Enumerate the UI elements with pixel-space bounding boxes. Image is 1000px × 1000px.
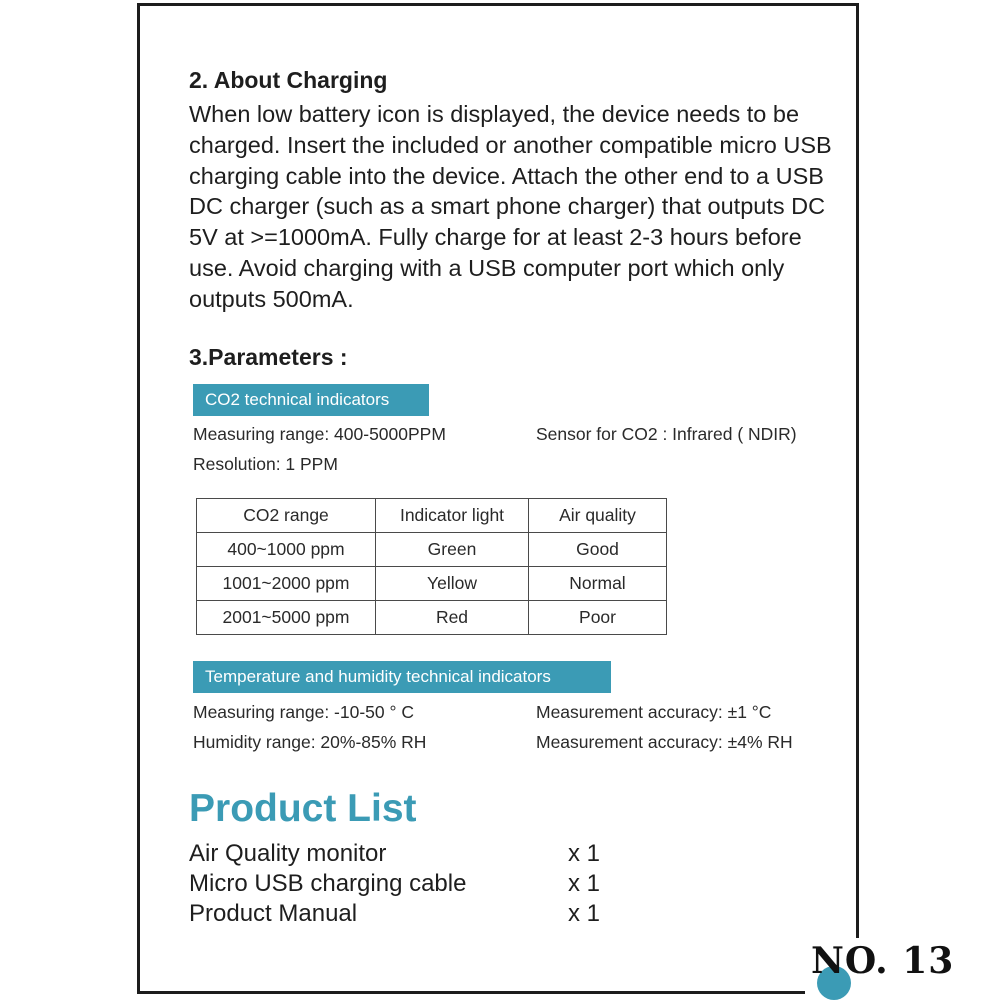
product-item-qty: x 1 xyxy=(568,870,601,897)
co2-sensor: Sensor for CO2 : Infrared ( NDIR) xyxy=(536,424,797,444)
page-number-label: NO. 13 xyxy=(811,940,955,982)
product-item-qty: x 1 xyxy=(568,840,601,867)
table-cell: Red xyxy=(376,601,529,635)
table-header-cell: Indicator light xyxy=(376,499,529,533)
product-list-title: Product List xyxy=(189,787,417,830)
table-cell: Poor xyxy=(529,601,667,635)
table-cell: 2001~5000 ppm xyxy=(197,601,376,635)
product-item-qty: x 1 xyxy=(568,900,601,927)
co2-range-table xyxy=(196,498,667,635)
charging-paragraph: When low battery icon is displayed, the device needs to be charged. Insert the included or another compatible micro USB charging cable into the device. Attach the other end to a USB DC charger (such as a smart phone charger) that outputs DC 5V at >=1000mA. Fully charge for at least 2-3 hours before use. Avoid charging with a USB computer port which only outputs 500mA. xyxy=(189,101,832,312)
table-header-row xyxy=(197,499,667,533)
product-item-name: Product Manual xyxy=(189,900,358,927)
co2-resolution: Resolution: 1 PPM xyxy=(193,454,338,474)
table-row xyxy=(197,601,667,635)
product-item-name: Micro USB charging cable xyxy=(189,870,467,897)
humidity-accuracy: Measurement accuracy: ±4% RH xyxy=(536,732,793,752)
table-cell: Green xyxy=(376,533,529,567)
table-cell: 1001~2000 ppm xyxy=(197,567,376,601)
table-header-cell: CO2 range xyxy=(197,499,376,533)
table-cell: Yellow xyxy=(376,567,529,601)
temp-humidity-banner: Temperature and humidity technical indicators xyxy=(193,661,611,693)
table-cell: Good xyxy=(529,533,667,567)
temp-accuracy: Measurement accuracy: ±1 °C xyxy=(536,702,772,722)
humidity-range: Humidity range: 20%-85% RH xyxy=(193,732,427,752)
page-number-badge xyxy=(805,938,965,996)
product-item-name: Air Quality monitor xyxy=(189,840,387,867)
table-row xyxy=(197,533,667,567)
table-cell: Normal xyxy=(529,567,667,601)
temp-measuring-range: Measuring range: -10-50 ° C xyxy=(193,702,414,722)
co2-measuring-range: Measuring range: 400-5000PPM xyxy=(193,424,446,444)
co2-indicators-banner: CO2 technical indicators xyxy=(193,384,429,416)
parameters-heading: 3.Parameters : xyxy=(189,344,348,370)
table-row xyxy=(197,567,667,601)
table-cell: 400~1000 ppm xyxy=(197,533,376,567)
table-header-cell: Air quality xyxy=(529,499,667,533)
charging-heading: 2. About Charging xyxy=(189,67,388,93)
